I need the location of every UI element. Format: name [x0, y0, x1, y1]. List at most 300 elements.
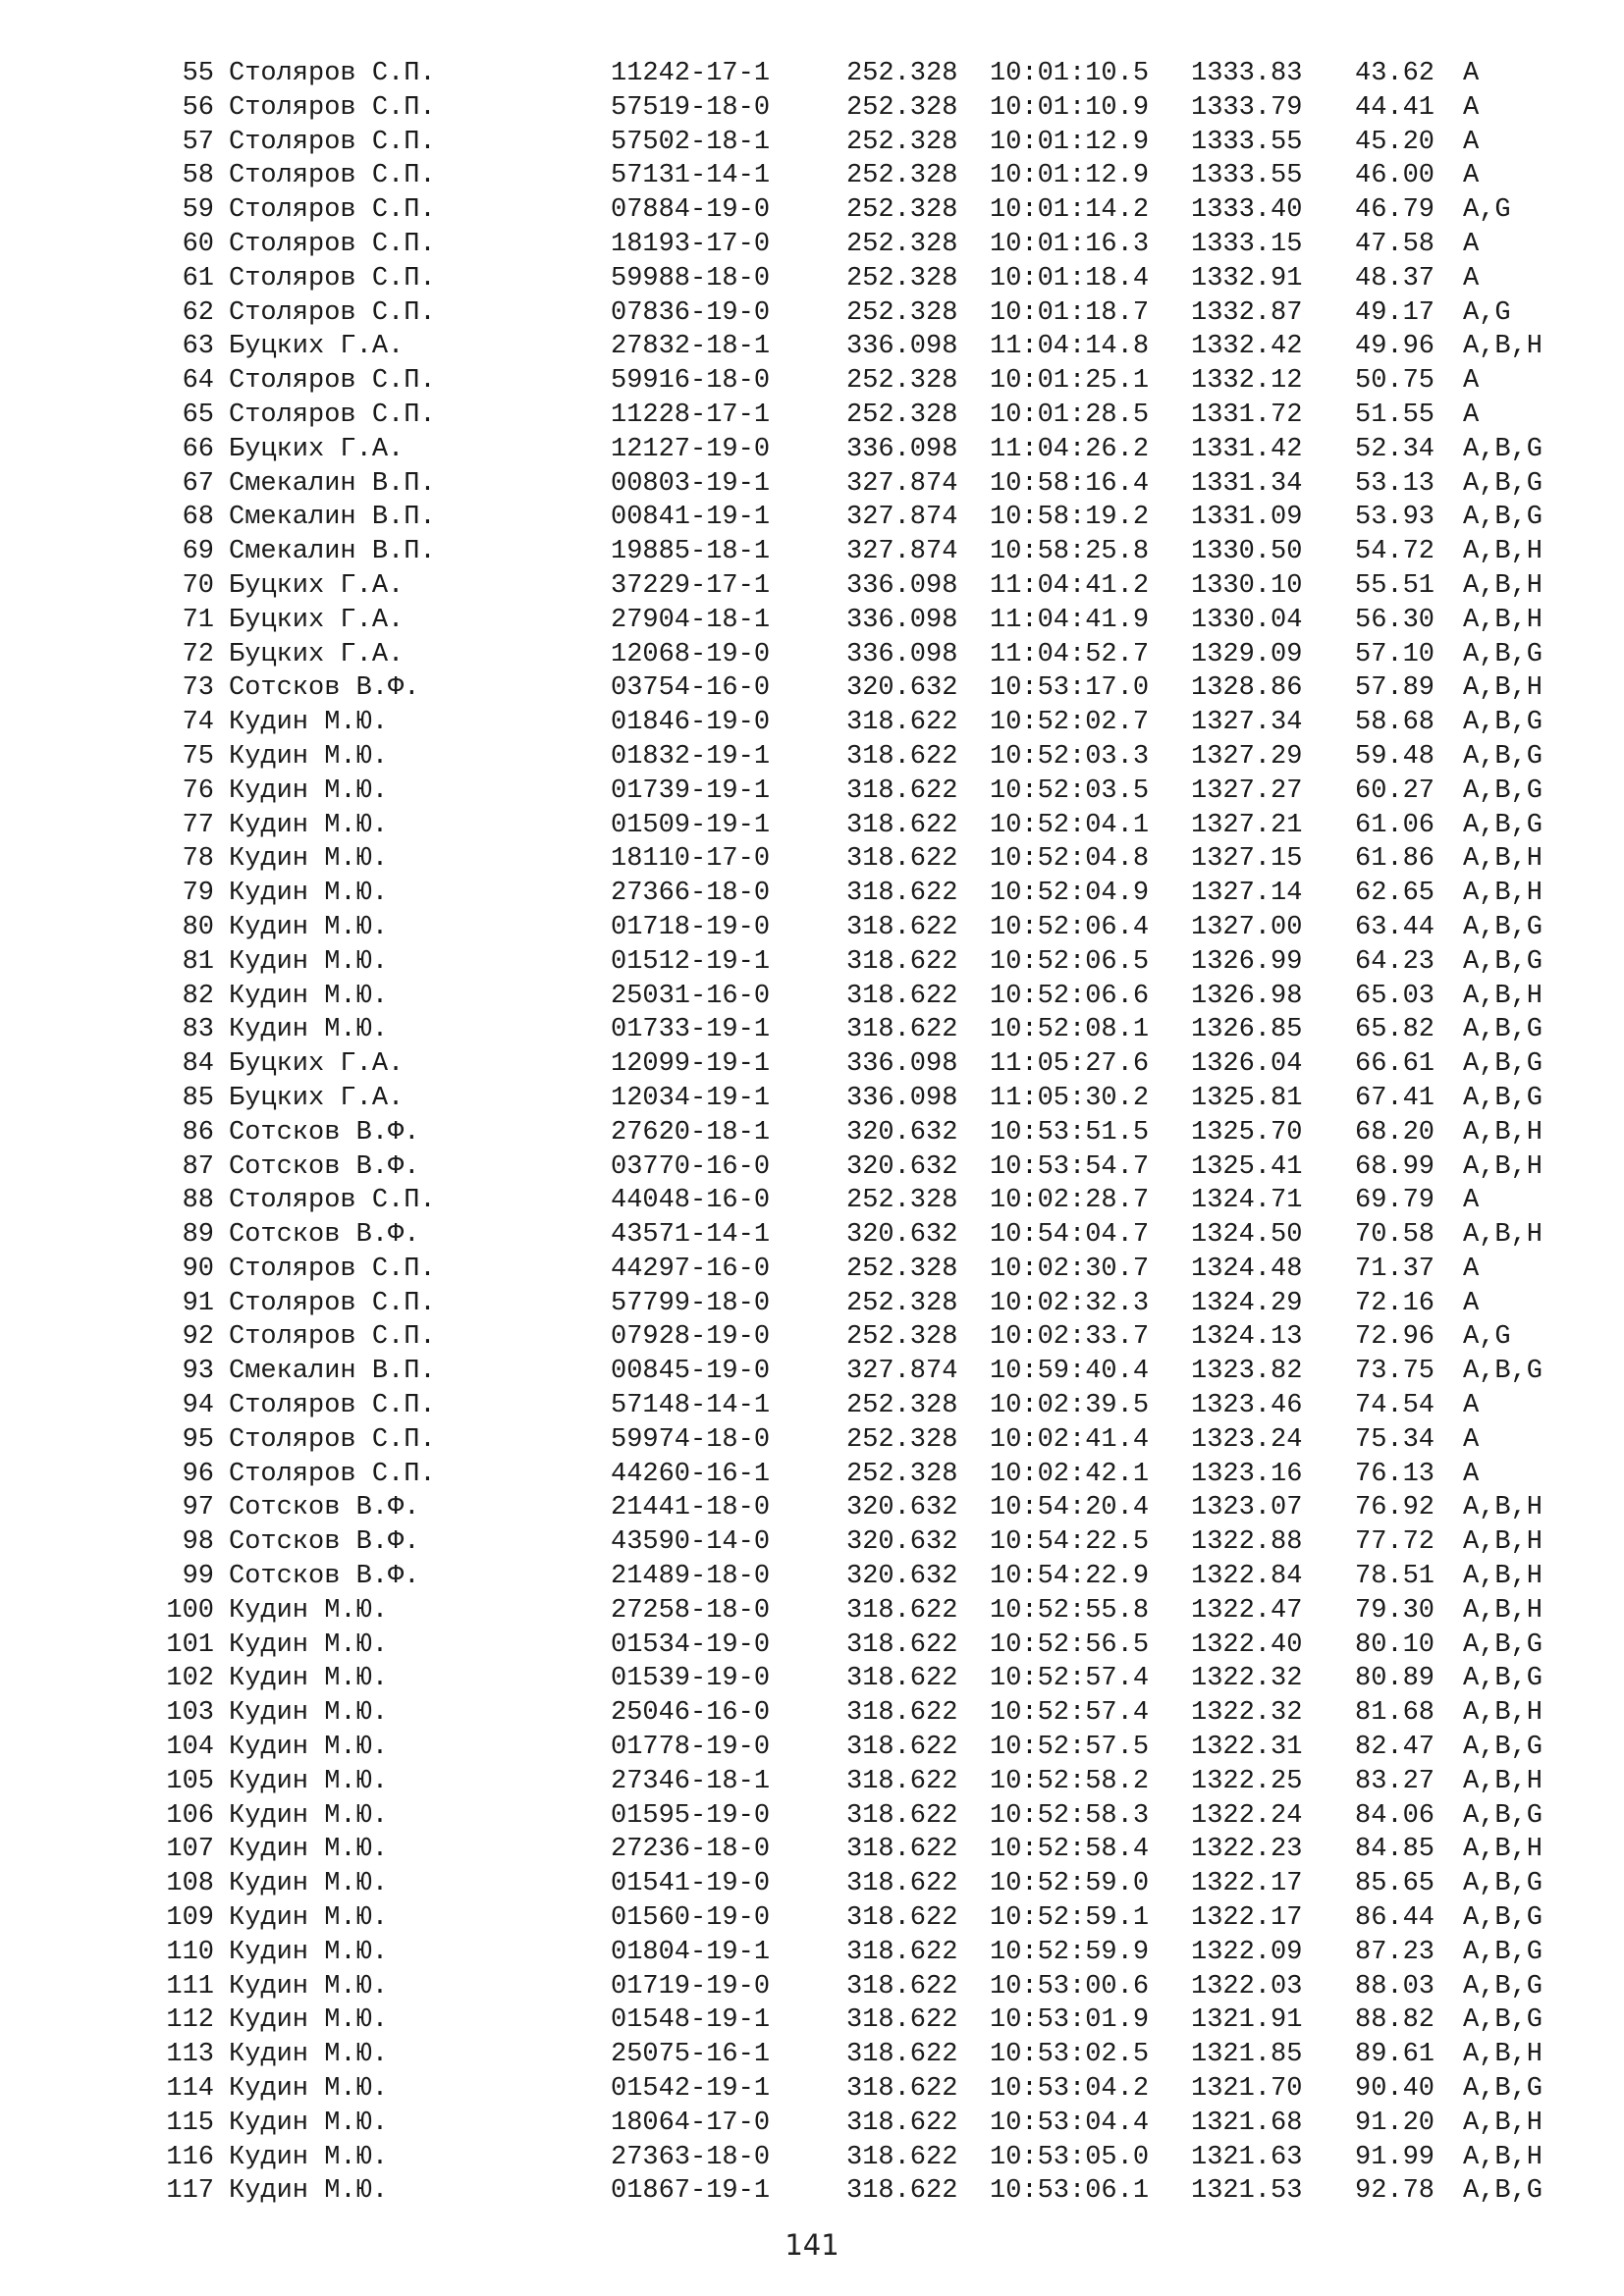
- speed: 1327.00: [1191, 912, 1303, 942]
- class-codes: A,B,G: [1463, 1903, 1543, 1934]
- arrival-time: 10:53:04.4: [990, 2108, 1150, 2138]
- ring-number: 01542-19-1: [611, 2074, 771, 2105]
- fancier-name: Кудин М.Ю.: [229, 912, 389, 942]
- speed: 1321.70: [1191, 2074, 1303, 2105]
- class-codes: A,B,H: [1463, 332, 1543, 362]
- table-row: [0, 604, 1624, 638]
- row-number: 117: [166, 2176, 214, 2207]
- points: 43.62: [1355, 59, 1435, 88]
- table-row: [0, 706, 1624, 740]
- points: 53.93: [1355, 503, 1435, 533]
- table-row: [0, 364, 1624, 399]
- speed: 1322.23: [1191, 1835, 1303, 1865]
- row-number: 56: [182, 92, 214, 123]
- fancier-name: Кудин М.Ю.: [229, 1629, 389, 1660]
- distance: 252.328: [846, 1322, 958, 1353]
- row-number: 67: [182, 468, 214, 499]
- arrival-time: 10:52:55.8: [990, 1595, 1150, 1626]
- speed: 1327.27: [1191, 775, 1303, 806]
- fancier-name: Сотсков В.Ф.: [229, 1493, 420, 1523]
- points: 51.55: [1355, 400, 1435, 430]
- table-row: [0, 638, 1624, 672]
- speed: 1332.12: [1191, 366, 1303, 397]
- row-number: 112: [166, 2005, 214, 2036]
- row-number: 108: [166, 1869, 214, 1899]
- table-row: [0, 228, 1624, 262]
- points: 68.20: [1355, 1117, 1435, 1148]
- fancier-name: Столяров С.П.: [229, 195, 436, 226]
- points: 76.13: [1355, 1459, 1435, 1489]
- fancier-name: Кудин М.Ю.: [229, 1015, 389, 1045]
- fancier-name: Кудин М.Ю.: [229, 1971, 389, 2002]
- distance: 320.632: [846, 1493, 958, 1523]
- points: 57.10: [1355, 639, 1435, 669]
- row-number: 81: [182, 946, 214, 977]
- points: 57.89: [1355, 673, 1435, 704]
- distance: 252.328: [846, 1391, 958, 1421]
- class-codes: A,B,H: [1463, 1151, 1543, 1182]
- points: 88.82: [1355, 2005, 1435, 2036]
- points: 60.27: [1355, 775, 1435, 806]
- fancier-name: Столяров С.П.: [229, 1424, 436, 1455]
- ring-number: 37229-17-1: [611, 570, 771, 601]
- row-number: 57: [182, 127, 214, 157]
- fancier-name: Кудин М.Ю.: [229, 1800, 389, 1831]
- fancier-name: Кудин М.Ю.: [229, 1766, 389, 1796]
- row-number: 60: [182, 229, 214, 259]
- arrival-time: 10:02:28.7: [990, 1186, 1150, 1216]
- row-number: 83: [182, 1015, 214, 1045]
- table-row: [0, 1218, 1624, 1253]
- speed: 1323.07: [1191, 1493, 1303, 1523]
- speed: 1327.29: [1191, 741, 1303, 772]
- fancier-name: Столяров С.П.: [229, 92, 436, 123]
- speed: 1324.71: [1191, 1186, 1303, 1216]
- points: 63.44: [1355, 912, 1435, 942]
- arrival-time: 10:53:17.0: [990, 673, 1150, 704]
- arrival-time: 10:53:01.9: [990, 2005, 1150, 2036]
- class-codes: A,G: [1463, 1322, 1511, 1353]
- ring-number: 00841-19-1: [611, 503, 771, 533]
- distance: 318.622: [846, 1595, 958, 1626]
- distance: 252.328: [846, 127, 958, 157]
- class-codes: A,B,G: [1463, 468, 1543, 499]
- table-row: [0, 296, 1624, 331]
- class-codes: A,B,G: [1463, 1083, 1543, 1113]
- ring-number: 01739-19-1: [611, 775, 771, 806]
- ring-number: 01832-19-1: [611, 741, 771, 772]
- points: 46.79: [1355, 195, 1435, 226]
- row-number: 85: [182, 1083, 214, 1113]
- arrival-time: 10:58:19.2: [990, 503, 1150, 533]
- arrival-time: 10:52:59.1: [990, 1903, 1150, 1934]
- ring-number: 59974-18-0: [611, 1424, 771, 1455]
- arrival-time: 10:52:58.4: [990, 1835, 1150, 1865]
- row-number: 99: [182, 1562, 214, 1592]
- points: 48.37: [1355, 263, 1435, 294]
- fancier-name: Столяров С.П.: [229, 1459, 436, 1489]
- points: 71.37: [1355, 1254, 1435, 1284]
- class-codes: A,B,G: [1463, 1664, 1543, 1694]
- table-row: [0, 126, 1624, 160]
- speed: 1332.91: [1191, 263, 1303, 294]
- points: 53.13: [1355, 468, 1435, 499]
- ring-number: 01548-19-1: [611, 2005, 771, 2036]
- row-number: 105: [166, 1766, 214, 1796]
- class-codes: A,B,H: [1463, 1835, 1543, 1865]
- speed: 1324.48: [1191, 1254, 1303, 1284]
- ring-number: 21489-18-0: [611, 1562, 771, 1592]
- speed: 1322.32: [1191, 1664, 1303, 1694]
- points: 74.54: [1355, 1391, 1435, 1421]
- row-number: 76: [182, 775, 214, 806]
- ring-number: 57502-18-1: [611, 127, 771, 157]
- table-row: [0, 774, 1624, 809]
- arrival-time: 10:53:06.1: [990, 2176, 1150, 2207]
- fancier-name: Кудин М.Ю.: [229, 946, 389, 977]
- points: 92.78: [1355, 2176, 1435, 2207]
- row-number: 94: [182, 1391, 214, 1421]
- speed: 1322.88: [1191, 1527, 1303, 1558]
- table-row: [0, 2003, 1624, 2038]
- row-number: 96: [182, 1459, 214, 1489]
- arrival-time: 10:02:32.3: [990, 1288, 1150, 1318]
- arrival-time: 10:01:25.1: [990, 366, 1150, 397]
- distance: 318.622: [846, 1937, 958, 1967]
- points: 72.16: [1355, 1288, 1435, 1318]
- ring-number: 12099-19-1: [611, 1049, 771, 1080]
- ring-number: 01541-19-0: [611, 1869, 771, 1899]
- fancier-name: Сотсков В.Ф.: [229, 1220, 420, 1251]
- arrival-time: 10:52:08.1: [990, 1015, 1150, 1045]
- table-row: [0, 1629, 1624, 1663]
- table-row: [0, 1560, 1624, 1594]
- points: 85.65: [1355, 1869, 1435, 1899]
- arrival-time: 10:02:30.7: [990, 1254, 1150, 1284]
- points: 81.68: [1355, 1698, 1435, 1729]
- arrival-time: 10:01:28.5: [990, 400, 1150, 430]
- fancier-name: Смекалин В.П.: [229, 537, 436, 567]
- table-row: [0, 1320, 1624, 1355]
- fancier-name: Смекалин В.П.: [229, 1357, 436, 1387]
- table-row: [0, 1423, 1624, 1458]
- arrival-time: 11:04:41.9: [990, 605, 1150, 635]
- table-row: [0, 842, 1624, 877]
- distance: 318.622: [846, 1971, 958, 2002]
- results-table: [0, 57, 1624, 2209]
- speed: 1326.04: [1191, 1049, 1303, 1080]
- table-row: [0, 1013, 1624, 1047]
- points: 44.41: [1355, 92, 1435, 123]
- speed: 1330.04: [1191, 605, 1303, 635]
- class-codes: A: [1463, 92, 1480, 123]
- fancier-name: Столяров С.П.: [229, 229, 436, 259]
- speed: 1333.83: [1191, 59, 1303, 88]
- distance: 318.622: [846, 1629, 958, 1660]
- fancier-name: Кудин М.Ю.: [229, 879, 389, 909]
- ring-number: 57131-14-1: [611, 161, 771, 191]
- arrival-time: 10:53:02.5: [990, 2040, 1150, 2070]
- distance: 318.622: [846, 2108, 958, 2138]
- ring-number: 07928-19-0: [611, 1322, 771, 1353]
- distance: 252.328: [846, 161, 958, 191]
- points: 86.44: [1355, 1903, 1435, 1934]
- class-codes: A: [1463, 127, 1480, 157]
- points: 45.20: [1355, 127, 1435, 157]
- class-codes: A,B,G: [1463, 503, 1543, 533]
- row-number: 89: [182, 1220, 214, 1251]
- row-number: 106: [166, 1800, 214, 1831]
- table-row: [0, 467, 1624, 502]
- fancier-name: Кудин М.Ю.: [229, 2108, 389, 2138]
- fancier-name: Столяров С.П.: [229, 1391, 436, 1421]
- class-codes: A: [1463, 59, 1480, 88]
- arrival-time: 10:01:10.5: [990, 59, 1150, 88]
- table-row: [0, 2107, 1624, 2141]
- row-number: 93: [182, 1357, 214, 1387]
- ring-number: 18064-17-0: [611, 2108, 771, 2138]
- row-number: 78: [182, 844, 214, 875]
- class-codes: A,B,H: [1463, 981, 1543, 1011]
- row-number: 71: [182, 605, 214, 635]
- points: 82.47: [1355, 1733, 1435, 1763]
- row-number: 79: [182, 879, 214, 909]
- ring-number: 01595-19-0: [611, 1800, 771, 1831]
- arrival-time: 10:01:14.2: [990, 195, 1150, 226]
- row-number: 75: [182, 741, 214, 772]
- distance: 318.622: [846, 775, 958, 806]
- distance: 252.328: [846, 1288, 958, 1318]
- class-codes: A,B,G: [1463, 1015, 1543, 1045]
- row-number: 95: [182, 1424, 214, 1455]
- points: 73.75: [1355, 1357, 1435, 1387]
- distance: 252.328: [846, 195, 958, 226]
- points: 69.79: [1355, 1186, 1435, 1216]
- row-number: 70: [182, 570, 214, 601]
- speed: 1322.31: [1191, 1733, 1303, 1763]
- table-row: [0, 1525, 1624, 1560]
- class-codes: A,B,H: [1463, 879, 1543, 909]
- distance: 318.622: [846, 1766, 958, 1796]
- row-number: 109: [166, 1903, 214, 1934]
- distance: 320.632: [846, 1117, 958, 1148]
- table-row: [0, 1458, 1624, 1492]
- class-codes: A,B,H: [1463, 1698, 1543, 1729]
- speed: 1322.17: [1191, 1869, 1303, 1899]
- speed: 1321.85: [1191, 2040, 1303, 2070]
- row-number: 103: [166, 1698, 214, 1729]
- class-codes: A,B,G: [1463, 708, 1543, 738]
- speed: 1324.13: [1191, 1322, 1303, 1353]
- arrival-time: 10:01:12.9: [990, 127, 1150, 157]
- distance: 318.622: [846, 1835, 958, 1865]
- arrival-time: 10:01:18.4: [990, 263, 1150, 294]
- class-codes: A,B,G: [1463, 2074, 1543, 2105]
- speed: 1325.41: [1191, 1151, 1303, 1182]
- row-number: 62: [182, 297, 214, 328]
- fancier-name: Кудин М.Ю.: [229, 741, 389, 772]
- ring-number: 03770-16-0: [611, 1151, 771, 1182]
- table-row: [0, 399, 1624, 433]
- fancier-name: Кудин М.Ю.: [229, 981, 389, 1011]
- ring-number: 01778-19-0: [611, 1733, 771, 1763]
- distance: 318.622: [846, 1903, 958, 1934]
- arrival-time: 10:52:57.4: [990, 1664, 1150, 1694]
- class-codes: A: [1463, 400, 1480, 430]
- distance: 318.622: [846, 2074, 958, 2105]
- ring-number: 01560-19-0: [611, 1903, 771, 1934]
- points: 47.58: [1355, 229, 1435, 259]
- row-number: 64: [182, 366, 214, 397]
- class-codes: A,B,H: [1463, 2040, 1543, 2070]
- points: 72.96: [1355, 1322, 1435, 1353]
- distance: 336.098: [846, 1083, 958, 1113]
- points: 52.34: [1355, 434, 1435, 464]
- arrival-time: 10:02:42.1: [990, 1459, 1150, 1489]
- arrival-time: 10:52:02.7: [990, 708, 1150, 738]
- arrival-time: 10:02:39.5: [990, 1391, 1150, 1421]
- arrival-time: 11:04:52.7: [990, 639, 1150, 669]
- speed: 1331.09: [1191, 503, 1303, 533]
- table-row: [0, 1150, 1624, 1185]
- fancier-name: Кудин М.Ю.: [229, 2074, 389, 2105]
- table-row: [0, 877, 1624, 911]
- speed: 1322.09: [1191, 1937, 1303, 1967]
- points: 80.10: [1355, 1629, 1435, 1660]
- ring-number: 25031-16-0: [611, 981, 771, 1011]
- speed: 1321.68: [1191, 2108, 1303, 2138]
- table-row: [0, 1287, 1624, 1321]
- distance: 318.622: [846, 2142, 958, 2172]
- speed: 1324.50: [1191, 1220, 1303, 1251]
- points: 88.03: [1355, 1971, 1435, 2002]
- points: 77.72: [1355, 1527, 1435, 1558]
- ring-number: 12127-19-0: [611, 434, 771, 464]
- distance: 320.632: [846, 1151, 958, 1182]
- table-row: [0, 1047, 1624, 1082]
- table-row: [0, 1970, 1624, 2004]
- speed: 1322.47: [1191, 1595, 1303, 1626]
- fancier-name: Кудин М.Ю.: [229, 2040, 389, 2070]
- points: 91.99: [1355, 2142, 1435, 2172]
- arrival-time: 10:59:40.4: [990, 1357, 1150, 1387]
- speed: 1333.79: [1191, 92, 1303, 123]
- speed: 1322.03: [1191, 1971, 1303, 2002]
- fancier-name: Столяров С.П.: [229, 366, 436, 397]
- table-row: [0, 1833, 1624, 1867]
- row-number: 68: [182, 503, 214, 533]
- points: 76.92: [1355, 1493, 1435, 1523]
- class-codes: A,B,G: [1463, 1733, 1543, 1763]
- arrival-time: 10:01:18.7: [990, 297, 1150, 328]
- row-number: 65: [182, 400, 214, 430]
- arrival-time: 11:05:30.2: [990, 1083, 1150, 1113]
- distance: 318.622: [846, 879, 958, 909]
- fancier-name: Кудин М.Ю.: [229, 775, 389, 806]
- fancier-name: Кудин М.Ю.: [229, 1733, 389, 1763]
- distance: 320.632: [846, 1220, 958, 1251]
- class-codes: A,B,H: [1463, 1766, 1543, 1796]
- distance: 318.622: [846, 1733, 958, 1763]
- fancier-name: Кудин М.Ю.: [229, 1937, 389, 1967]
- row-number: 82: [182, 981, 214, 1011]
- table-row: [0, 2141, 1624, 2175]
- distance: 318.622: [846, 708, 958, 738]
- class-codes: A,B,G: [1463, 1629, 1543, 1660]
- speed: 1326.98: [1191, 981, 1303, 1011]
- ring-number: 27236-18-0: [611, 1835, 771, 1865]
- arrival-time: 10:52:58.3: [990, 1800, 1150, 1831]
- fancier-name: Кудин М.Ю.: [229, 1595, 389, 1626]
- distance: 327.874: [846, 503, 958, 533]
- table-row: [0, 1696, 1624, 1731]
- class-codes: A,B,G: [1463, 2005, 1543, 2036]
- distance: 336.098: [846, 434, 958, 464]
- points: 84.06: [1355, 1800, 1435, 1831]
- table-row: [0, 193, 1624, 228]
- ring-number: 03754-16-0: [611, 673, 771, 704]
- arrival-time: 10:52:03.5: [990, 775, 1150, 806]
- row-number: 101: [166, 1629, 214, 1660]
- speed: 1322.17: [1191, 1903, 1303, 1934]
- ring-number: 11242-17-1: [611, 59, 771, 88]
- table-row: [0, 57, 1624, 91]
- arrival-time: 11:04:14.8: [990, 332, 1150, 362]
- fancier-name: Буцких Г.А.: [229, 1049, 405, 1080]
- distance: 252.328: [846, 1186, 958, 1216]
- fancier-name: Буцких Г.А.: [229, 1083, 405, 1113]
- arrival-time: 10:53:00.6: [990, 1971, 1150, 2002]
- points: 79.30: [1355, 1595, 1435, 1626]
- fancier-name: Буцких Г.А.: [229, 434, 405, 464]
- row-number: 55: [182, 59, 214, 88]
- speed: 1332.42: [1191, 332, 1303, 362]
- distance: 320.632: [846, 1562, 958, 1592]
- table-row: [0, 1901, 1624, 1936]
- speed: 1323.16: [1191, 1459, 1303, 1489]
- row-number: 73: [182, 673, 214, 704]
- class-codes: A,B,H: [1463, 605, 1543, 635]
- class-codes: A,B,G: [1463, 946, 1543, 977]
- table-row: [0, 809, 1624, 843]
- points: 56.30: [1355, 605, 1435, 635]
- ring-number: 18110-17-0: [611, 844, 771, 875]
- class-codes: A,B,H: [1463, 1117, 1543, 1148]
- arrival-time: 10:01:10.9: [990, 92, 1150, 123]
- ring-number: 27363-18-0: [611, 2142, 771, 2172]
- class-codes: A,B,G: [1463, 1357, 1543, 1387]
- class-codes: A: [1463, 229, 1480, 259]
- table-row: [0, 569, 1624, 604]
- arrival-time: 10:52:59.0: [990, 1869, 1150, 1899]
- ring-number: 01804-19-1: [611, 1937, 771, 1967]
- distance: 252.328: [846, 400, 958, 430]
- points: 91.20: [1355, 2108, 1435, 2138]
- fancier-name: Столяров С.П.: [229, 1254, 436, 1284]
- arrival-time: 11:04:41.2: [990, 570, 1150, 601]
- ring-number: 12068-19-0: [611, 639, 771, 669]
- fancier-name: Сотсков В.Ф.: [229, 1117, 420, 1148]
- points: 46.00: [1355, 161, 1435, 191]
- speed: 1321.63: [1191, 2142, 1303, 2172]
- class-codes: A,B,G: [1463, 775, 1543, 806]
- table-row: [0, 1355, 1624, 1389]
- speed: 1327.15: [1191, 844, 1303, 875]
- points: 87.23: [1355, 1937, 1435, 1967]
- table-row: [0, 2072, 1624, 2107]
- distance: 318.622: [846, 946, 958, 977]
- distance: 327.874: [846, 537, 958, 567]
